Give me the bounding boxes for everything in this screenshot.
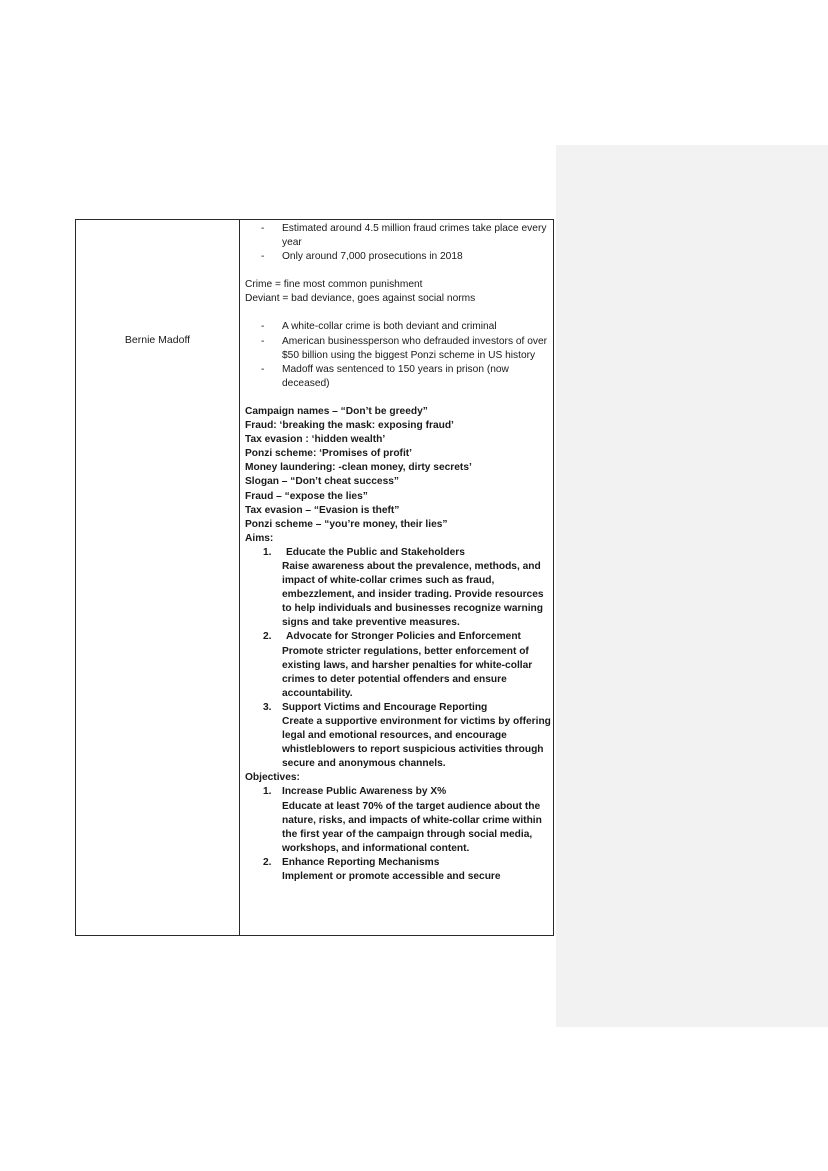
comment-pane: [556, 145, 828, 1027]
list-item: 3. Support Victims and Encourage Reporting Create a supportive environment for victims by offering legal and emotional resources, and encourage whistleblowers to report suspicious activities through secure and anonymous channels.: [245, 701, 551, 771]
aims-heading: Aims:: [245, 532, 274, 544]
madoff-list: [245, 320, 551, 390]
list-item: - Madoff was sentenced to 150 years in prison (now deceased): [261, 363, 509, 389]
campaign-line: Campaign names – “Don’t be greedy”: [245, 405, 428, 417]
list-item: - American businessperson who defrauded investors of over $50 billion using the biggest Ponzi scheme in US history: [261, 335, 548, 361]
campaign-line: Ponzi scheme: ‘Promises of profit’: [245, 448, 412, 460]
objectives-heading: Objectives:: [245, 772, 300, 784]
list-item: 1. Educate the Public and Stakeholders Raise awareness about the prevalence, methods, and impact of white-collar crimes such as fraud, embezzlement, and insider trading. Provide resources to help individuals and businesses recognize warning signs and take preventive measures.: [245, 546, 551, 631]
campaign-line: Slogan – “Don’t cheat success”: [245, 476, 399, 488]
list-item: - A white-collar crime is both deviant and criminal: [261, 321, 497, 333]
campaign-block: [245, 405, 551, 546]
column-divider: [239, 220, 240, 935]
definition-crime: Crime = fine most common punishment: [245, 279, 423, 291]
objectives-list: [245, 785, 551, 884]
objective-title: Increase Public Awareness by X%: [282, 786, 447, 798]
objective-title: Enhance Reporting Mechanisms: [282, 856, 440, 868]
objective-body: Educate at least 70% of the target audience about the nature, risks, and impacts of white-collar crime within the first year of the campaign through social media, workshops, and informational content.: [282, 800, 542, 854]
aim-title: Educate the Public and Stakeholders: [286, 546, 465, 558]
list-item: 1. Increase Public Awareness by X% Educate at least 70% of the target audience about the nature, risks, and impacts of white-collar crime within the first year of the campaign through social media, workshops, and informational content.: [245, 785, 551, 855]
aim-body: Create a supportive environment for victims by offering legal and emotional resources, and encourage whistleblowers to report suspicious activities through secure and anonymous channels.: [282, 716, 551, 770]
list-item: - Only around 7,000 prosecutions in 2018: [261, 251, 463, 263]
list-item: - Estimated around 4.5 million fraud crimes take place every year: [261, 223, 547, 249]
aim-title: Support Victims and Encourage Reporting: [282, 701, 488, 713]
list-item: 2. Advocate for Stronger Policies and Enforcement Promote stricter regulations, better enforcement of existing laws, and harsher penalties for white-collar crimes to deter potential offenders and ensure accountability.: [245, 630, 551, 700]
aim-title: Advocate for Stronger Policies and Enforcement: [286, 631, 521, 643]
stats-list: [245, 222, 551, 264]
aim-body: Promote stricter regulations, better enforcement of existing laws, and harsher penalties for white-collar crimes to deter potential offenders and ensure accountability.: [282, 645, 533, 699]
subject-name: Bernie Madoff: [124, 334, 191, 346]
definition-deviant: Deviant = bad deviance, goes against social norms: [245, 293, 476, 305]
campaign-line: Tax evasion – “Evasion is theft”: [245, 504, 400, 516]
list-item: 2. Enhance Reporting Mechanisms Implement or promote accessible and secure: [245, 856, 551, 884]
notes-table: [75, 219, 554, 936]
campaign-line: Fraud – “expose the lies”: [245, 490, 368, 502]
campaign-line: Tax evasion : ‘hidden wealth’: [245, 434, 386, 446]
campaign-line: Fraud: ‘breaking the mask: exposing fraud’: [245, 420, 454, 432]
objective-body: Implement or promote accessible and secure: [282, 871, 501, 883]
campaign-line: Money laundering: -clean money, dirty secrets’: [245, 462, 472, 474]
right-cell: [245, 222, 551, 884]
aim-body: Raise awareness about the prevalence, methods, and impact of white-collar crimes such as fraud, embezzlement, and insider trading. Provide resources to help individuals and businesses recognize warning signs and take preventive measures.: [282, 560, 544, 629]
aims-list: [245, 546, 551, 772]
campaign-line: Ponzi scheme – “you’re money, their lies”: [245, 518, 448, 530]
